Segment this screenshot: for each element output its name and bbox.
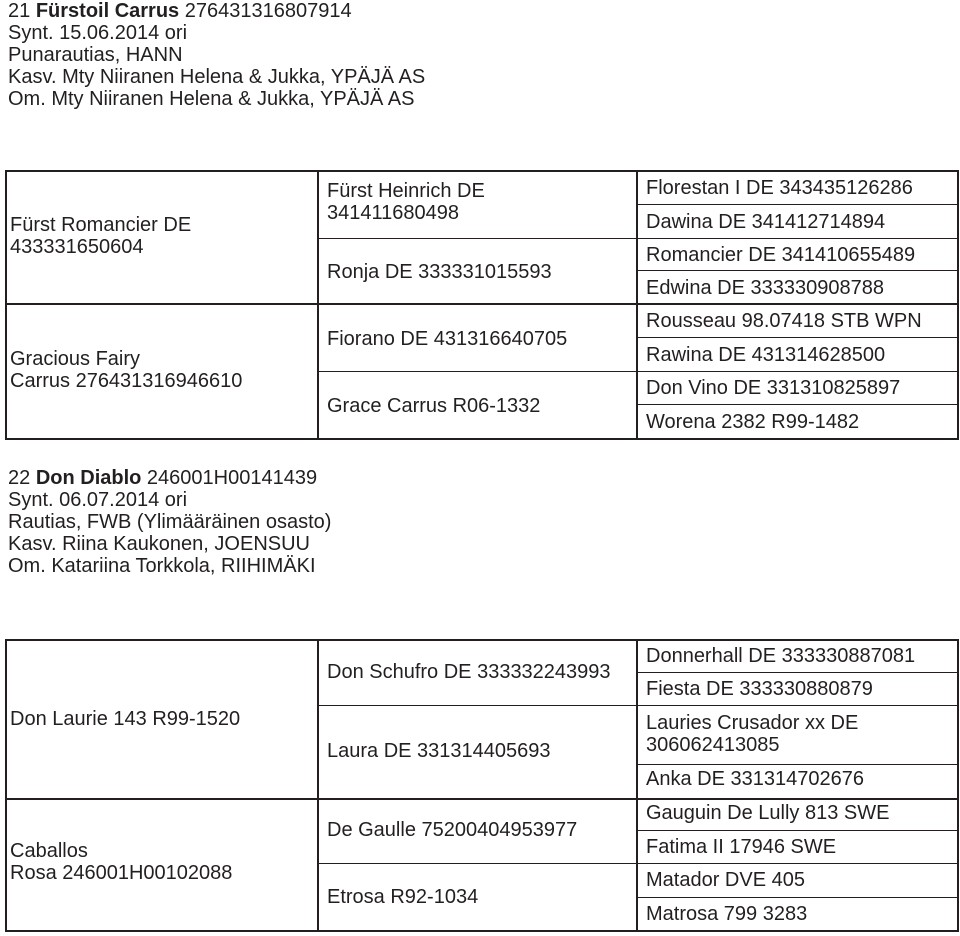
row-divider [636, 897, 959, 898]
owner-line: Om. Mty Niiranen Helena & Jukka, YPÄJÄ AS [8, 88, 415, 110]
row-divider [636, 270, 959, 271]
row-divider [636, 764, 959, 765]
ggp-cell: Matrosa 799 3283 [646, 903, 808, 925]
row-divider [636, 672, 959, 673]
ggp-cell: Donnerhall DE 333330887081 [646, 645, 916, 667]
row-divider [636, 238, 959, 239]
ggp-cell: Edwina DE 333330908788 [646, 277, 884, 299]
dam-sire-cell: De Gaulle 75200404953977 [327, 819, 578, 841]
col-divider [636, 170, 638, 440]
title-line [8, 0, 425, 22]
ggp-cell: Romancier DE 341410655489 [646, 244, 916, 266]
sire-sire-cell: Don Schufro DE 333332243993 [327, 661, 611, 683]
table-border-right [957, 639, 959, 932]
ggp-cell: Rawina DE 431314628500 [646, 344, 886, 366]
sire-sire-cell: Fürst Heinrich DE 341411680498 [327, 180, 485, 224]
sire-dam-cell: Ronja DE 333331015593 [327, 261, 552, 283]
row-divider [636, 371, 959, 372]
col-divider [317, 170, 319, 440]
ggp-cell: Fatima II 17946 SWE [646, 836, 837, 858]
horse-name: Fürstoil Carrus [35, 0, 180, 22]
col-divider [636, 639, 638, 932]
dam-cell: Caballos Rosa 246001H00102088 [10, 840, 233, 884]
ggp-cell: Lauries Crusador xx DE 306062413085 [646, 712, 859, 756]
horse-name: Don Diablo [35, 467, 142, 489]
row-divider [636, 204, 959, 205]
dam-cell: Gracious Fairy Carrus 276431316946610 [10, 348, 243, 392]
sire-cell: Fürst Romancier DE 433331650604 [10, 214, 192, 258]
title-line [8, 467, 331, 489]
horse-number: 21 [8, 0, 31, 22]
owner-line: Om. Katariina Torkkola, RIIHIMÄKI [8, 555, 316, 577]
dam-sire-cell: Fiorano DE 431316640705 [327, 328, 568, 350]
table-border-left [5, 639, 7, 932]
ggp-cell: Anka DE 331314702676 [646, 768, 864, 790]
row-divider [5, 798, 319, 800]
horse-reg: 276431316807914 [184, 0, 352, 22]
row-divider [636, 303, 959, 305]
horse-header-21 [8, 0, 425, 110]
table-border-bottom [5, 930, 959, 932]
row-divider [636, 863, 959, 864]
row-divider [317, 238, 638, 239]
horse-header-22 [8, 467, 331, 577]
horse-number: 22 [8, 467, 31, 489]
ggp-cell: Matador DVE 405 [646, 869, 805, 891]
birth-line: Synt. 15.06.2014 ori [8, 22, 188, 44]
sire-dam-cell: Laura DE 331314405693 [327, 740, 551, 762]
ggp-cell: Worena 2382 R99-1482 [646, 411, 860, 433]
row-divider [317, 705, 638, 706]
ggp-cell: Rousseau 98.07418 STB WPN [646, 310, 922, 332]
table-border-top [5, 639, 959, 641]
table-border-right [957, 170, 959, 440]
row-divider [636, 798, 959, 800]
col-divider [317, 639, 319, 932]
row-divider [317, 863, 638, 864]
breed-line: Punarautias, HANN [8, 44, 183, 66]
birth-line: Synt. 06.07.2014 ori [8, 489, 188, 511]
table-border-bottom [5, 438, 959, 440]
ggp-cell: Gauguin De Lully 813 SWE [646, 802, 890, 824]
ggp-cell: Don Vino DE 331310825897 [646, 377, 901, 399]
dam-dam-cell: Grace Carrus R06-1332 [327, 395, 541, 417]
dam-dam-cell: Etrosa R92-1034 [327, 886, 479, 908]
row-divider [5, 303, 319, 305]
ggp-cell: Dawina DE 341412714894 [646, 211, 886, 233]
breeder-line: Kasv. Mty Niiranen Helena & Jukka, YPÄJÄ AS [8, 66, 426, 88]
row-divider [636, 337, 959, 338]
ggp-cell: Fiesta DE 333330880879 [646, 678, 873, 700]
horse-reg: 246001H00141439 [146, 467, 318, 489]
breeder-line: Kasv. Riina Kaukonen, JOENSUU [8, 533, 310, 555]
row-divider [636, 830, 959, 831]
row-divider [317, 798, 638, 800]
breed-line: Rautias, FWB (Ylimääräinen osasto) [8, 511, 332, 533]
row-divider [317, 371, 638, 372]
row-divider [317, 303, 638, 305]
ggp-cell: Florestan I DE 343435126286 [646, 177, 913, 199]
row-divider [636, 705, 959, 706]
sire-cell: Don Laurie 143 R99-1520 [10, 708, 241, 730]
row-divider [636, 404, 959, 405]
table-border-left [5, 170, 7, 440]
table-border-top [5, 170, 959, 172]
